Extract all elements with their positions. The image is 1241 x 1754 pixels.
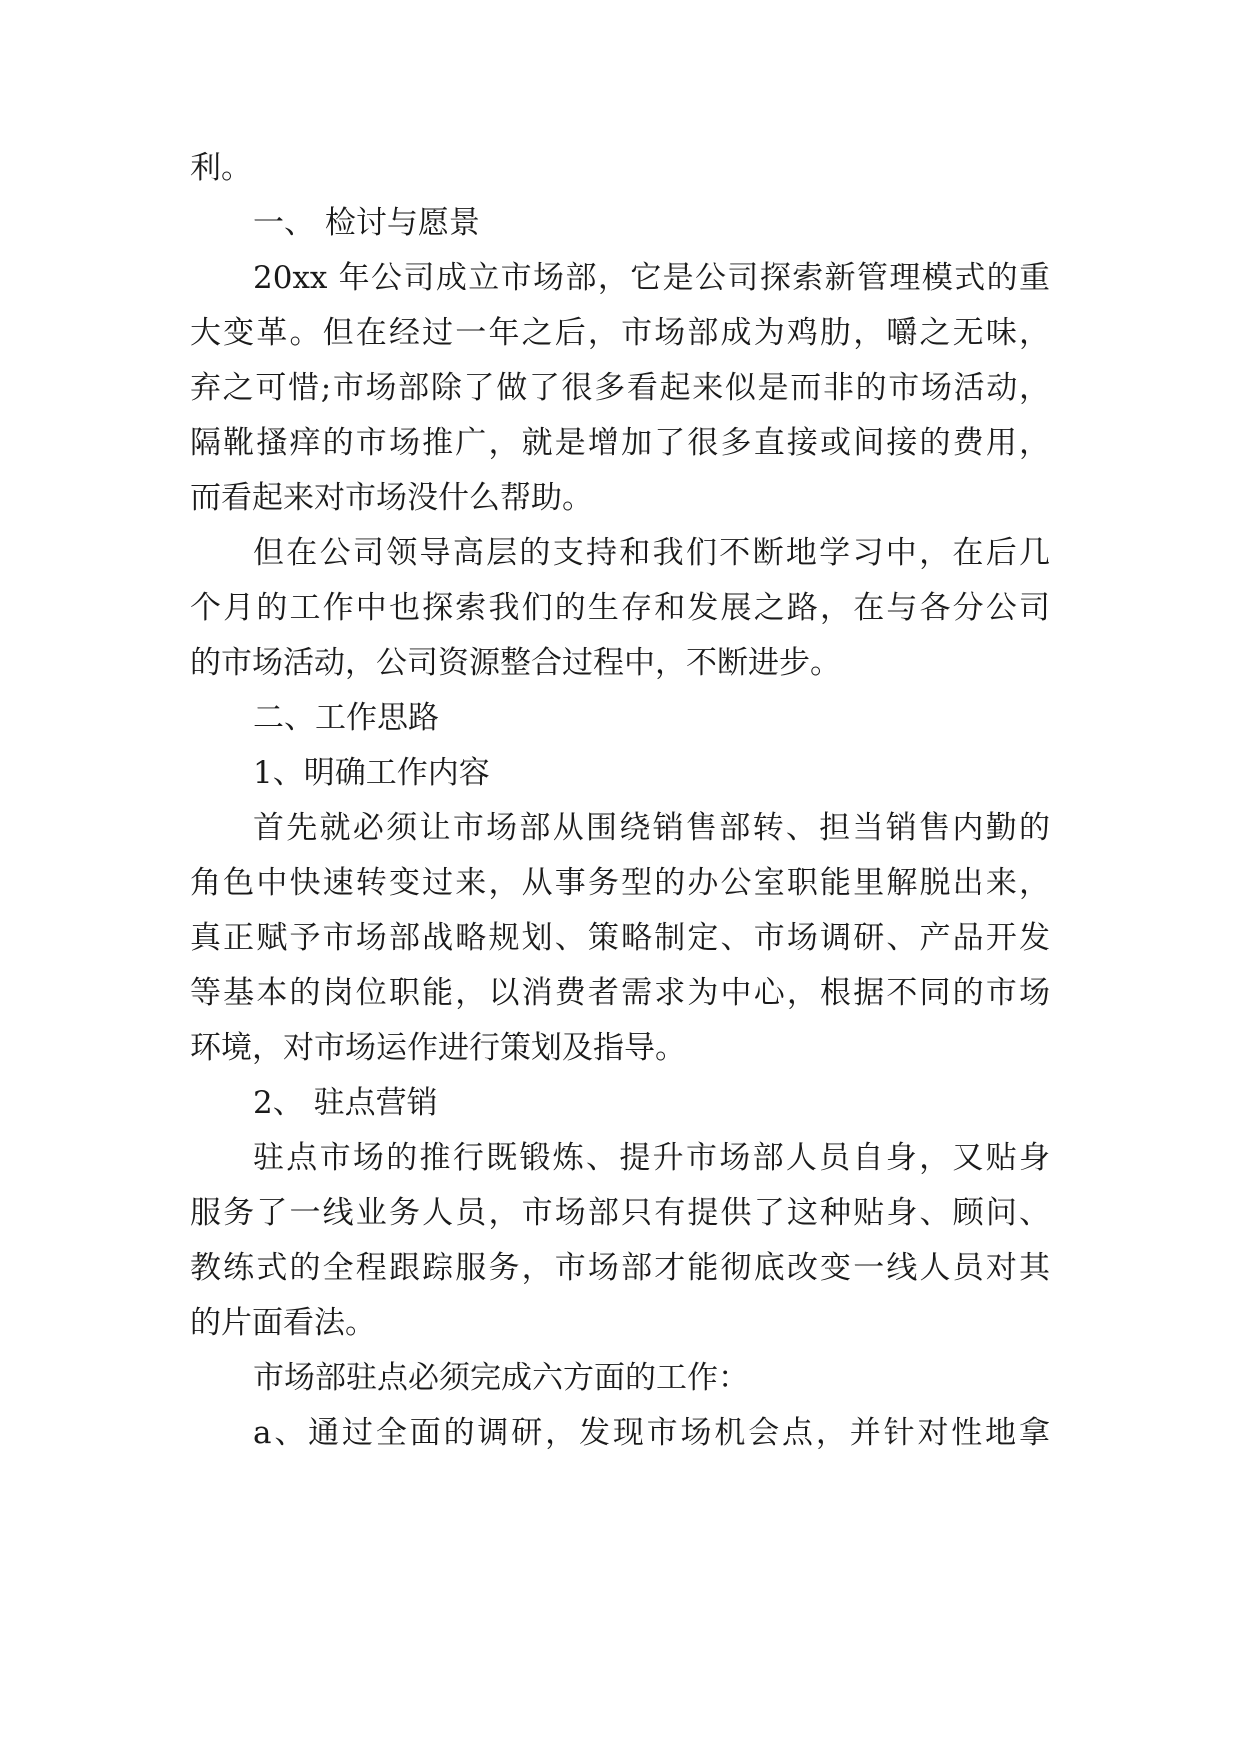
section-heading: 二、工作思路 bbox=[253, 700, 439, 736]
text-line: 教练式的全程跟踪服务，市场部才能彻底改变一线人员对其 bbox=[190, 1250, 1050, 1286]
text-line: 隔靴搔痒的市场推广，就是增加了很多直接或间接的费用， bbox=[190, 425, 1050, 461]
text-line: 但在公司领导高层的支持和我们不断地学习中，在后几 bbox=[253, 535, 1050, 571]
subsection-heading: 2、 驻点营销 bbox=[253, 1085, 438, 1121]
subsection-heading: 1、明确工作内容 bbox=[253, 755, 490, 791]
text-line: 首先就必须让市场部从围绕销售部转、担当销售内勤的 bbox=[253, 810, 1050, 846]
text-line: 角色中快速转变过来，从事务型的办公室职能里解脱出来， bbox=[190, 865, 1050, 901]
text-line: 等基本的岗位职能，以消费者需求为中心，根据不同的市场 bbox=[190, 975, 1050, 1011]
section-heading: 一、 检讨与愿景 bbox=[253, 205, 480, 241]
text-line: 服务了一线业务人员，市场部只有提供了这种贴身、顾问、 bbox=[190, 1195, 1050, 1231]
text-line: 市场部驻点必须完成六方面的工作： bbox=[253, 1360, 749, 1396]
text-line: 真正赋予市场部战略规划、策略制定、市场调研、产品开发 bbox=[190, 920, 1050, 956]
text-line: a、通过全面的调研，发现市场机会点，并针对性地拿 bbox=[253, 1415, 1050, 1451]
text-line: 环境，对市场运作进行策划及指导。 bbox=[190, 1030, 686, 1066]
text-line: 利。 bbox=[190, 150, 252, 186]
text-line: 的片面看法。 bbox=[190, 1305, 376, 1341]
text-line: 个月的工作中也探索我们的生存和发展之路，在与各分公司 bbox=[190, 590, 1050, 626]
text-line: 20xx 年公司成立市场部，它是公司探索新管理模式的重 bbox=[253, 260, 1050, 296]
text-line: 的市场活动，公司资源整合过程中，不断进步。 bbox=[190, 645, 841, 681]
text-line: 弃之可惜;市场部除了做了很多看起来似是而非的市场活动， bbox=[190, 370, 1050, 406]
text-line: 大变革。但在经过一年之后，市场部成为鸡肋，嚼之无味， bbox=[190, 315, 1050, 351]
text-line: 而看起来对市场没什么帮助。 bbox=[190, 480, 593, 516]
text-line: 驻点市场的推行既锻炼、提升市场部人员自身，又贴身 bbox=[253, 1140, 1050, 1176]
